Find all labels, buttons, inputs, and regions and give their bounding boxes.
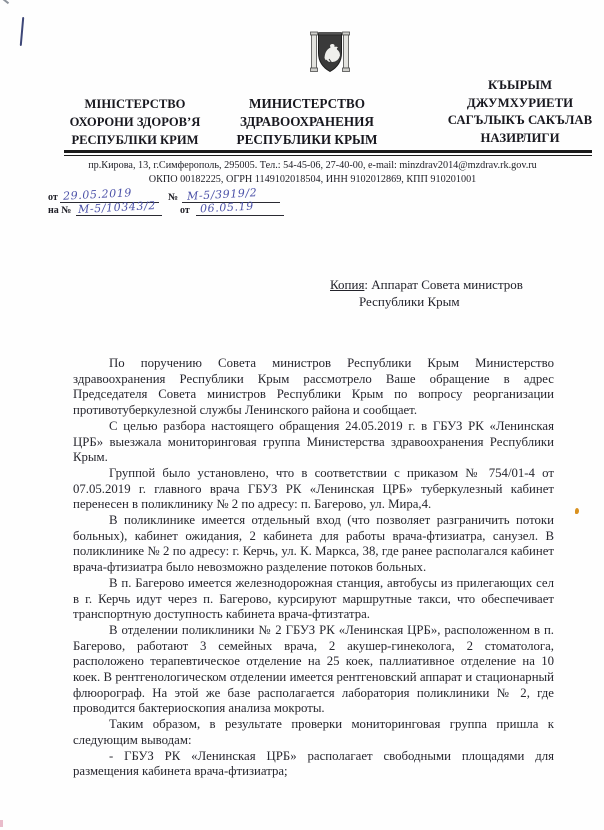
field-underline xyxy=(76,215,162,216)
outgoing-date-label: от xyxy=(48,192,58,203)
ministry-ru-line: МИНИСТЕРСТВО xyxy=(249,96,365,111)
pen-stroke-mark xyxy=(20,17,25,46)
outgoing-number-label: № xyxy=(168,192,179,203)
incoming-number-handwritten: М-5/10343/2 xyxy=(77,198,157,217)
crimea-coat-of-arms-icon xyxy=(310,30,350,76)
body-paragraph: По поручению Совета министров Республики Крым Министерство здравоохранения Республики Крым рассмотрело Ваше обращение в адрес Председателя Совета министров Республики Крым по вопросу реорганизации противотуберкулезной службы Ленинского района и сообщает. xyxy=(73,356,554,418)
body-paragraph: С целью разбора настоящего обращения 24.05.2019 г. в ГБУЗ РК «Ленинская ЦРБ» выезжала мониторинговая группа Министерства здравоохранения Республики Крым. xyxy=(73,418,554,465)
copy-label: Копия xyxy=(330,277,365,292)
incoming-date-label: от xyxy=(180,205,190,216)
outgoing-date-handwritten: 29.05.2019 xyxy=(62,186,133,203)
contact-address-line: пр.Кирова, 13, г.Симферополь, 295005. Тел.: 54-45-06, 27-40-00, e-mail: minzdrav2014@mzdrav.rk.gov.ru xyxy=(88,160,537,171)
copy-recipient-line1 xyxy=(330,276,552,293)
copy-recipient-line2: Республики Крым xyxy=(359,294,460,309)
body-paragraph: - ГБУЗ РК «Ленинская ЦРБ» располагает свободными площадями для размещения кабинета врача-фтизиатра; xyxy=(73,748,554,779)
ministry-crh-line: НАЗИРЛИГИ xyxy=(480,130,560,145)
ministry-crh-line: КЪЫРЫМ xyxy=(487,78,553,92)
copy-recipient-block xyxy=(330,276,552,310)
body-paragraph: В п. Багерово имеется железнодорожная станция, автобусы из прилегающих сел в г. Керчь идут через п. Багерово, курсируют маршрутные такси, что обеспечивает транспортную доступность кабинета врача-фтизтатра. xyxy=(73,575,554,622)
ministry-crh-line: САГЪЛЫКЪ САКЪЛАВ xyxy=(447,113,593,127)
ministry-uk-line: МІНІСТЕРСТВО xyxy=(84,97,186,111)
scan-corner-artifact xyxy=(0,0,9,4)
incoming-date-handwritten: 06.05.19 xyxy=(199,199,255,216)
contact-block xyxy=(40,159,585,186)
ministry-uk-line: РЕСПУБЛІКИ КРИМ xyxy=(71,133,199,147)
body-paragraph: Группой было установлено, что в соответствии с приказом № 754/01-4 от 07.05.2019 г. главного врача ГБУЗ РК «Ленинская ЦРБ» туберкулезный кабинет перенесен в поликлинику № 2 по адресу: п. Багерово, ул. Мира,4. xyxy=(73,465,554,512)
ministry-ru-line: РЕСПУБЛИКИ КРЫМ xyxy=(236,132,378,147)
incoming-number-label: на № xyxy=(48,205,72,216)
body-paragraph: В поликлинике имеется отдельный вход (что позволяет разграничить потоки больных), кабинет ожидания, 2 кабинета для работы врача-фтизиатра, санузел. В поликлинике № 2 по адресу: г. Керчь, ул. К. Маркса, 38, где ранее располагался кабинет врача-фтизиатра было невозможно разделение потоков больных. xyxy=(73,513,554,575)
scan-speck-orange xyxy=(575,508,579,514)
scan-speck-pink xyxy=(0,820,3,827)
ministry-crh-line: ДЖУМХУРИЕТИ xyxy=(466,95,574,110)
copy-recipient-text: : Аппарат Совета министров xyxy=(364,277,523,292)
ministry-uk-line: ОХОРОНИ ЗДОРОВ’Я xyxy=(69,115,201,129)
body-paragraph: Таким образом, в результате проверки мониторинговая группа пришла к следующим выводам: xyxy=(73,717,554,747)
field-underline xyxy=(196,215,284,216)
ministry-ru-line: ЗДРАВООХРАНЕНИЯ xyxy=(240,114,374,129)
registry-codes-line: ОКПО 00182225, ОГРН 1149102018504, ИНН 9102012869, КПП 910201001 xyxy=(148,173,477,185)
outgoing-number-handwritten: М-5/3919/2 xyxy=(186,186,258,203)
ministry-name-ukrainian xyxy=(58,95,212,149)
ministry-name-crimean-tatar xyxy=(420,77,604,147)
header-divider xyxy=(64,150,592,156)
ministry-name-russian xyxy=(222,95,392,149)
body-paragraph: В отделении поликлиники № 2 ГБУЗ РК «Ленинская ЦРБ», расположенном в п. Багерово, работают 3 семейных врача, 2 акушер-гинеколога, 2 стоматолога, расположено терапевтическое отделение на 25 коек, паллиативное отделение на 10 коек. В рентгенологическом отделении имеется рентгеновский аппарат и стационарный флюорограф. На этой же базе располагается лаборатория поликлиники № 2, где проводится бактериоскопия анализа мокроты. xyxy=(73,622,554,716)
letter-body xyxy=(73,356,554,780)
